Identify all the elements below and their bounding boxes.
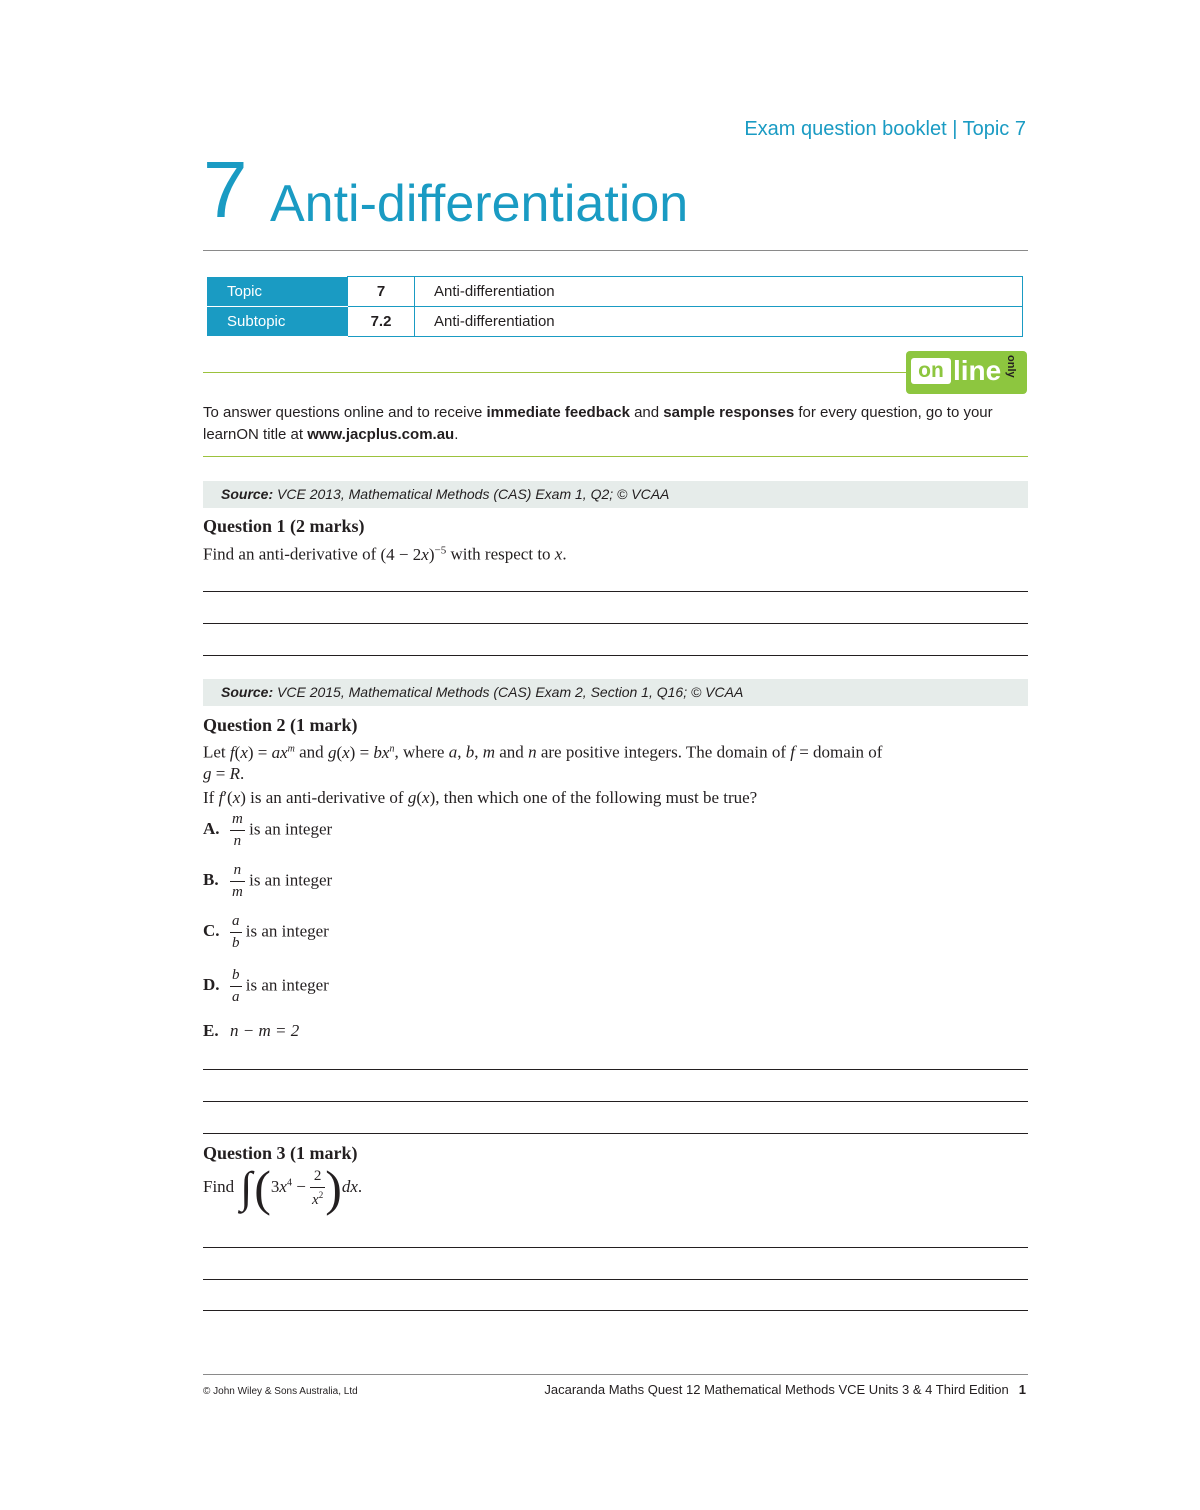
source-label: Source: [221,486,274,502]
left-paren: ( [254,1160,271,1216]
badge-line: line [953,355,1002,386]
right-paren: ) [325,1160,342,1216]
option-c[interactable] [203,914,329,951]
badge-only: only [1005,355,1017,378]
q1-suffix: with respect to [446,544,555,564]
answer-line [203,623,1028,624]
q2-f-def: $f(x) = ax^m$ [229,742,295,762]
answer-line [203,1069,1028,1070]
jacplus-link[interactable]: www.jacplus.com.au [307,426,455,443]
option-letter: B. [203,870,219,890]
option-d[interactable] [203,968,329,1005]
online-divider [203,372,906,373]
subtopic-number: 7.2 [348,307,415,337]
option-text: is an integer [244,870,333,890]
intro-divider [203,456,1028,457]
option-letter: C. [203,921,220,941]
page-number: 1 [1018,1382,1026,1397]
intro-immediate-feedback: immediate feedback [486,404,630,421]
fraction [230,863,245,900]
numerator: a [232,913,240,929]
answer-line [203,591,1028,592]
q2-text: and [294,742,328,762]
footer-copyright: © John Wiley & Sons Australia, Ltd [203,1386,358,1397]
intro-part: and [629,404,664,421]
source-bar [203,679,1028,706]
source-detail: VCE 2015, Mathematical Methods (CAS) Exam 2, Section 1, Q16; © VCAA [273,684,744,700]
q3-term: $3x^4$ − [270,1176,311,1196]
q2-text: = domain of [794,742,883,762]
intro-part: for every question, go to your learnON title at [203,404,993,443]
source-text [221,486,669,502]
option-a[interactable] [203,812,332,849]
chapter-title: Anti-differentiation [270,175,689,233]
answer-line [203,1133,1028,1134]
footer-divider [203,1374,1028,1375]
q2-text: is an anti-derivative of [245,788,408,807]
q1-prefix: Find an anti-derivative of [203,544,381,564]
intro-part: . [454,426,459,443]
q1-variable: x [554,544,563,564]
denominator: a [230,986,242,1005]
option-letter: A. [203,819,220,839]
q2-text: , then which one of the following must be true? [435,788,758,807]
intro-part: To answer questions online and to receive [203,404,487,421]
option-text: is an integer [241,975,329,995]
answer-line [203,655,1028,656]
topic-table [207,276,1023,337]
q1-expression: $(4 - 2x)^{-5}$ [380,544,447,564]
topic-label: Topic [208,277,348,307]
answer-line [203,1310,1028,1311]
numerator: m [232,811,243,827]
subtopic-name: Anti-differentiation [415,307,1023,337]
option-letter: E. [203,1021,219,1040]
topic-name: Anti-differentiation [415,277,1023,307]
denominator: b [230,932,242,951]
intro-text [203,402,1033,446]
q2-text: are positive integers. The domain of [536,742,791,762]
source-bar [203,481,1028,508]
fraction [230,914,242,951]
option-b[interactable] [203,863,332,900]
source-detail: VCE 2013, Mathematical Methods (CAS) Exam 1, Q2; © VCAA [273,486,670,502]
option-text: is an integer [244,819,333,839]
topic-number: 7 [348,277,415,307]
title-divider [203,250,1028,251]
option-letter: D. [203,975,220,995]
question-2-line-2: g = R. [203,764,245,783]
fraction [230,812,245,849]
denominator: n [230,830,245,849]
question-2-line-1: Let $f(x) = ax^m$ and $g(x) = bx^n$, where a, b, m and n are positive integers. The domain of f = domain of [203,742,883,762]
footer-book-info [544,1382,1026,1397]
q2-text: Let [203,742,230,762]
q2-vars: a, b, m [448,742,496,762]
subtopic-label: Subtopic [208,307,348,337]
chapter-number: 7 [203,145,248,234]
fraction [230,968,242,1005]
option-text: n − m = 2 [230,1021,300,1040]
q3-dx: dx [341,1176,358,1196]
integral-sign: ∫ [240,1163,253,1212]
option-e[interactable] [203,1021,299,1041]
badge-on: on [911,358,951,384]
intro-sample-responses: sample responses [663,404,795,421]
question-3-title: Question 3 (1 mark) [203,1143,358,1163]
q2-gx: g(x) [407,788,436,807]
topic-row [208,277,1023,307]
q2-fprime: f′(x) [218,788,246,807]
numerator: b [232,967,240,983]
question-2-title: Question 2 (1 mark) [203,715,358,735]
denominator: m [230,881,245,900]
question-3-text: Find $\int(3x^4$ − $\frac{2}{x^2}$ )dx. [203,1160,363,1216]
answer-line [203,1247,1028,1248]
question-1-text: Find an anti-derivative of $(4 - 2x)^{-5}$ with respect to x. [203,544,567,564]
q2-var-n: n [528,742,537,762]
answer-line [203,1101,1028,1102]
source-label: Source: [221,684,274,700]
question-1-title: Question 1 (2 marks) [203,516,365,536]
source-text [221,684,743,700]
booklet-header: Exam question booklet | Topic 7 [744,118,1026,140]
footer-book-title: Jacaranda Maths Quest 12 Mathematical Methods VCE Units 3 & 4 Third Edition [544,1382,1009,1397]
answer-line [203,1279,1028,1280]
q2-text: , where [394,742,449,762]
fraction: $\frac{2}{x^2}$ [312,1167,324,1208]
q2-text: If [203,788,219,807]
numerator: n [233,862,242,878]
q2-f: f [790,742,795,762]
q2-g-def: $g(x) = bx^n$ [327,742,395,762]
question-2-line-3 [203,786,757,810]
q3-prefix: Find [203,1176,235,1196]
online-only-badge [906,351,1027,394]
option-text: is an integer [241,921,329,941]
q2-g-domain: g = R [203,764,240,783]
subtopic-row [208,307,1023,337]
